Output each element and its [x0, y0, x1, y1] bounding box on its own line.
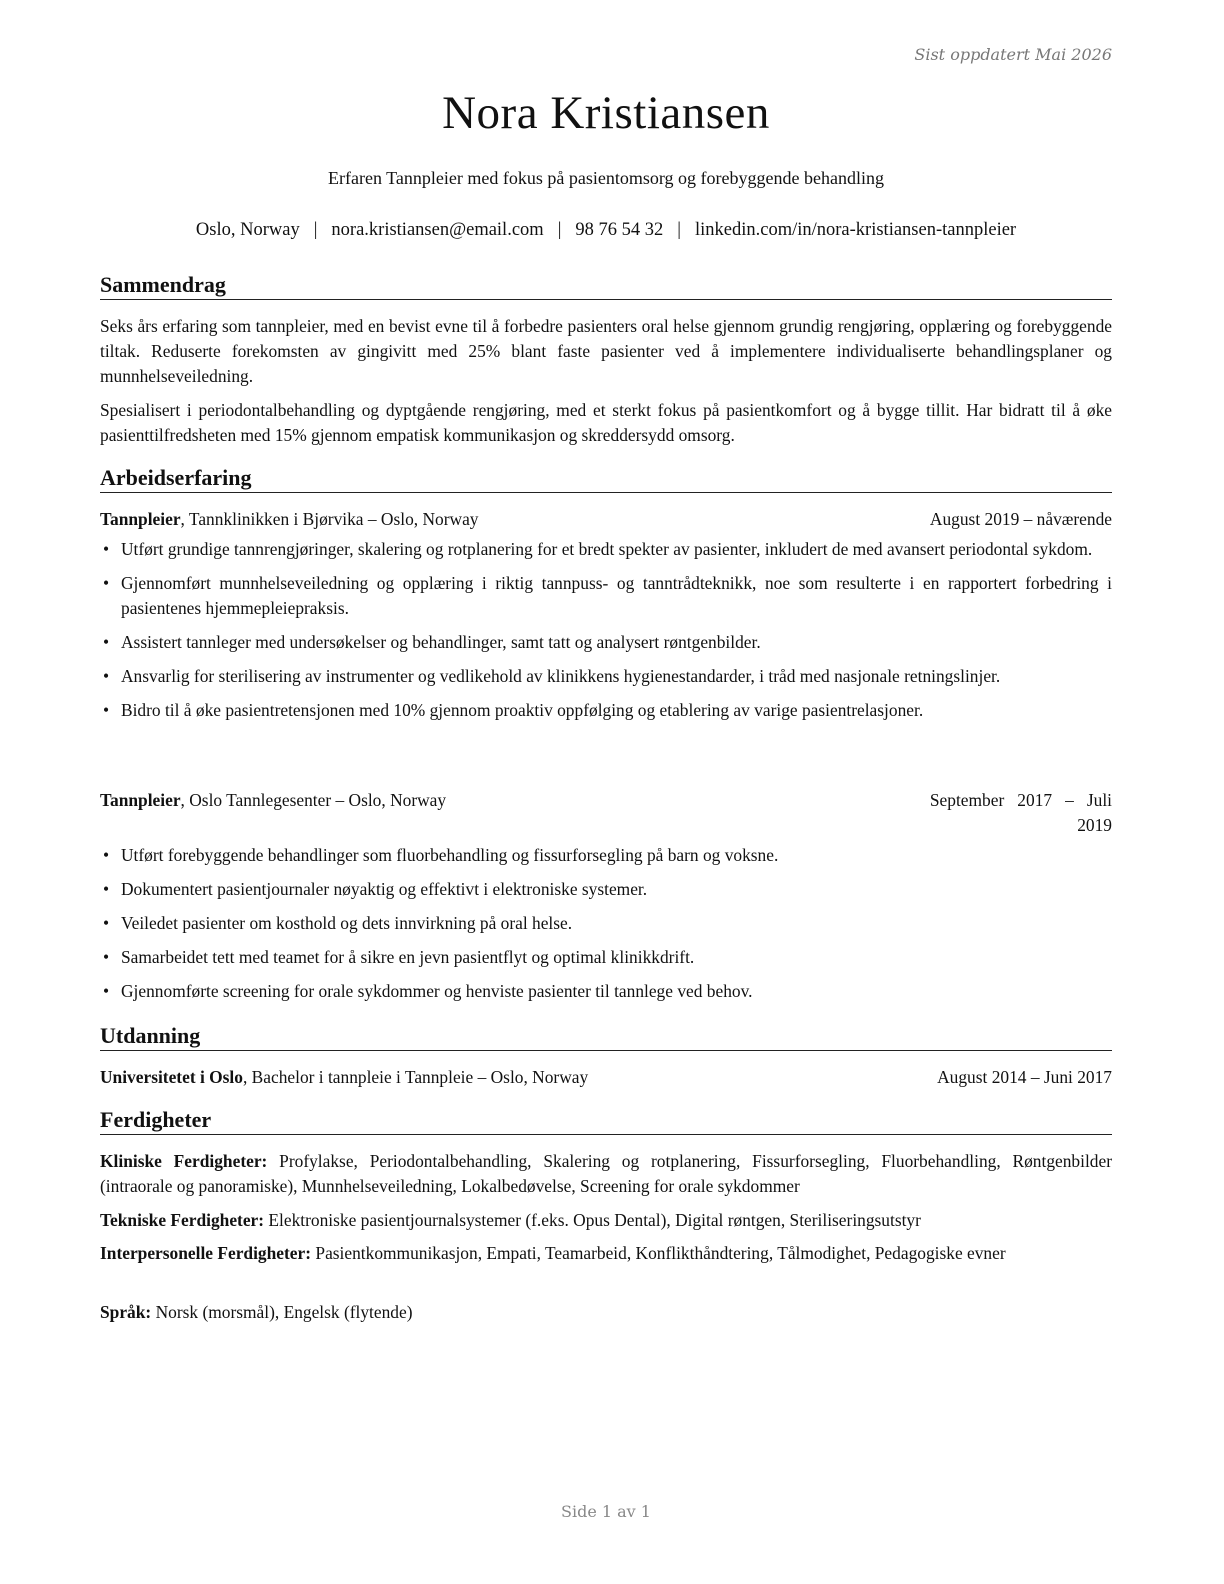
job-bullets	[100, 843, 1112, 1013]
job-employer: , Oslo Tannlegesenter – Oslo, Norway	[180, 790, 447, 810]
section-title-experience: Arbeidserfaring	[100, 464, 1112, 493]
job-bullets	[100, 537, 1112, 732]
page-number: Side 1 av 1	[561, 1502, 651, 1521]
section-title-skills: Ferdigheter	[100, 1106, 1112, 1135]
contact-separator: |	[313, 220, 318, 240]
education-dates: August 2014 – Juni 2017	[937, 1067, 1112, 1087]
list-item: • Gjennomført munnhelseveiledning og opplæring i riktig tannpuss- og tanntrådteknikk, noe som resulterte i en rapportert forbedring i pasientenes hjemmepleiepraksis.	[103, 573, 1112, 618]
contact-email[interactable]: nora.kristiansen@email.com	[331, 220, 544, 240]
contact-location: Oslo, Norway	[195, 220, 300, 240]
contact-phone: 98 76 54 32	[575, 220, 664, 240]
section-title-education: Utdanning	[100, 1022, 1112, 1051]
list-item: • Assistert tannleger med undersøkelser og behandlinger, samt tatt og analysert røntgenbilder.	[103, 632, 761, 652]
candidate-name: Nora Kristiansen	[442, 87, 770, 139]
job-dates: August 2019 – nåværende	[929, 509, 1112, 529]
contact-separator: |	[557, 220, 562, 240]
list-item: • Ansvarlig for sterilisering av instrumenter og vedlikehold av klinikkens hygienestandarder, i tråd med nasjonale retningslinjer.	[103, 666, 1001, 686]
list-item: • Gjennomførte screening for orale sykdommer og henviste pasienter til tannlege ved behov.	[103, 981, 753, 1001]
list-item: • Dokumentert pasientjournaler nøyaktig og effektivt i elektroniske systemer.	[103, 879, 648, 899]
list-item: • Utført grundige tannrengjøringer, skalering og rotplanering for et bredt spekter av pasienter, inkludert de med avansert periodontal sykdom.	[103, 539, 1093, 559]
list-item: • Utført forebyggende behandlinger som fluorbehandling og fissurforsegling på barn og voksne.	[103, 845, 779, 865]
last-updated: Sist oppdatert Mai 2026	[914, 45, 1112, 64]
job-employer: , Tannklinikken i Bjørvika – Oslo, Norway	[180, 509, 479, 529]
list-item: • Samarbeidet tett med teamet for å sikre en jevn pasientflyt og optimal klinikkdrift.	[103, 947, 695, 967]
tagline: Erfaren Tannpleier med fokus på pasientomsorg og forebyggende behandling	[328, 168, 884, 188]
skill-group: Språk: Norsk (morsmål), Engelsk (flytende)	[100, 1302, 413, 1322]
contact-separator: |	[677, 220, 681, 240]
skill-group: Kliniske Ferdigheter: Profylakse, Periodontalbehandling, Skalering og rotplanering, Fissurforsegling, Fluorbehandling, Røntgenbilder (intraorale og panoramiske), Munnhelseveiledning, Lokalbedøvelse, Screening for orale sykdommer	[100, 1151, 1112, 1196]
education-degree: , Bachelor i tannpleie i Tannpleie – Oslo, Norway	[242, 1067, 589, 1087]
contact-linkedin[interactable]: linkedin.com/in/nora-kristiansen-tannpleier	[695, 220, 1017, 240]
resume-page	[100, 0, 1112, 1584]
list-item: • Bidro til å øke pasientretensjonen med 10% gjennom proaktiv oppfølging og etablering av varige pasientrelasjoner.	[103, 700, 924, 720]
list-item: • Veiledet pasienter om kosthold og dets innvirkning på oral helse.	[103, 913, 573, 933]
section-title-summary: Sammendrag	[100, 271, 1112, 300]
summary-paragraph: Seks års erfaring som tannpleier, med en bevist evne til å forbedre pasienters oral helse gjennom grundig rengjøring, opplæring og forebyggende tiltak. Reduserte forekomsten av gingivitt med 25% blant faste pasienter ved å implementere individualiserte behandlingsplaner og munnhelseveiledning.	[100, 316, 1112, 386]
skill-group: Interpersonelle Ferdigheter: Pasientkommunikasjon, Empati, Teamarbeid, Konflikthåndtering, Tålmodighet, Pedagogiske evner	[100, 1243, 1006, 1263]
summary-paragraph: Spesialisert i periodontalbehandling og dyptgående rengjøring, med et sterkt fokus på pasientkomfort og å bygge tillit. Har bidratt til å øke pasienttilfredsheten med 15% gjennom empatisk kommunikasjon og skreddersydd omsorg.	[100, 400, 1112, 445]
education-school: Universitetet i Oslo	[100, 1067, 243, 1087]
job-header	[100, 788, 1112, 838]
job-role: Tannpleier	[100, 790, 181, 810]
job-dates: September 2017 – Juli 2019	[929, 790, 1112, 835]
job-role: Tannpleier	[100, 509, 181, 529]
contact-line	[80, 220, 1132, 241]
skill-group: Tekniske Ferdigheter: Elektroniske pasientjournalsystemer (f.eks. Opus Dental), Digital røntgen, Steriliseringsutstyr	[100, 1210, 921, 1230]
